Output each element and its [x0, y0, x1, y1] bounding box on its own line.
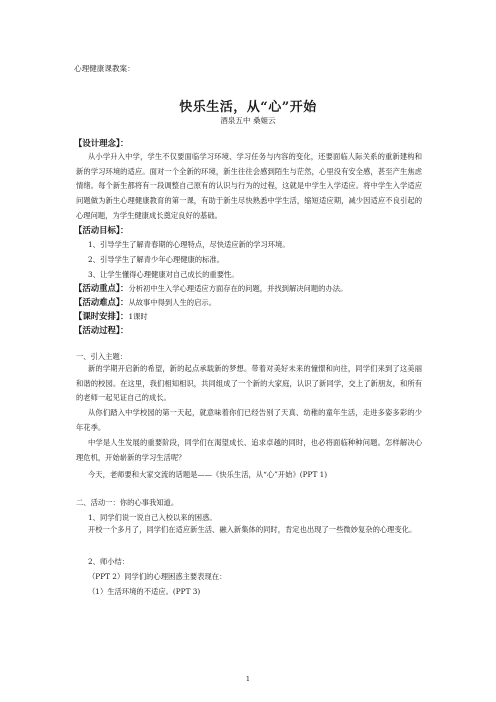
design-paragraph: 从小学升入中学，学生不仅要面临学习环境、学习任务与内容的变化，还要面临人际关系的重新建构和新的学习环境的适应。面对一个全新的环境，新生往往会感到陌生与茫然，心里没有安全感，甚至产生焦虑情绪。每个新生都将有一段调整自己原有的认识与行为的过程，这就是中学生入学适应。将中学生入学适应问题做为新生心理健康教育的第一课，有助于新生尽快熟悉中学生活，缩短适应期，减少因适应不良引起的心理问题，为学生健康成长奠定良好的基础。: [76, 152, 422, 220]
section1-title: 一、引入主题：: [76, 352, 128, 361]
section1-paragraph: 今天，老师要和大家交流的话题是——《快乐生活，从“心”开始》(PPT 1): [88, 470, 328, 479]
goal-item: 1、引导学生了解青春期的心理特点，尽快适应新的学习环境。: [88, 240, 290, 249]
goal-item: 3、让学生懂得心理健康对自己成长的重要性。: [88, 270, 239, 279]
key-point-line: [74, 283, 347, 294]
section2-line: 1、同学们说一说自己入校以来的困惑。: [88, 513, 217, 522]
section2-line: （1）生活环境的不适应。(PPT 3): [88, 587, 201, 596]
time-text: 1课时: [128, 312, 148, 321]
key-point-text: 分析初中生入学心理适应方面存在的问题，并找到解决问题的办法。: [128, 284, 348, 293]
section1-paragraph: 从你们踏入中学校园的第一天起，就意味着你们已经告别了天真、幼稚的童年生活，走进多姿多彩的少年花季。: [76, 408, 422, 432]
section1-paragraph: 新的学期开启新的希望，新的起点承载新的梦想。带着对美好未来的憧憬和向往，同学们来到了这美丽和谐的校园。在这里，我们相知相识，共同组成了一个新的大家庭，认识了新同学，交上了新朋友，和所有的老师一起见证自己的成长。: [76, 364, 422, 403]
difficulty-label: 【活动难点】：: [74, 297, 129, 307]
section2-title: 二、活动一：你的心事我知道。: [76, 498, 179, 507]
process-heading: 【活动过程】：: [74, 325, 129, 335]
doc-author: 酒泉五中 桑姬云: [220, 116, 276, 125]
doc-title: 快乐生活，从“心”开始: [179, 100, 317, 115]
section1-paragraph: 中学是人生发展的重要阶段，同学们在渴望成长、追求卓越的同时，也必将面临种种问题。怎样解决心理危机，开始崭新的学习生活呢？: [76, 438, 422, 462]
design-heading: 【设计理念】：: [74, 138, 129, 148]
section2-line: 2、师小结：: [88, 557, 130, 566]
time-line: [74, 311, 148, 322]
section2-paragraph: 开校一个多月了，同学们在适应新生活、融入新集体的同时，肯定也出现了一些微妙复杂的心理变化。: [88, 525, 417, 534]
page-number: 1: [245, 675, 251, 683]
time-label: 【课时安排】：: [74, 311, 129, 321]
difficulty-text: 从故事中得到人生的启示。: [128, 298, 216, 307]
difficulty-line: [74, 297, 216, 308]
goals-heading: 【活动目标】：: [74, 225, 129, 235]
key-point-label: 【活动重点】：: [74, 283, 129, 293]
goal-item: 2、引导学生了解青少年心理健康的标准。: [88, 255, 224, 264]
section2-line: （PPT 2）同学们的心理困惑主要表现在：: [88, 572, 227, 581]
doc-header: 心理健康课教案：: [74, 64, 135, 73]
